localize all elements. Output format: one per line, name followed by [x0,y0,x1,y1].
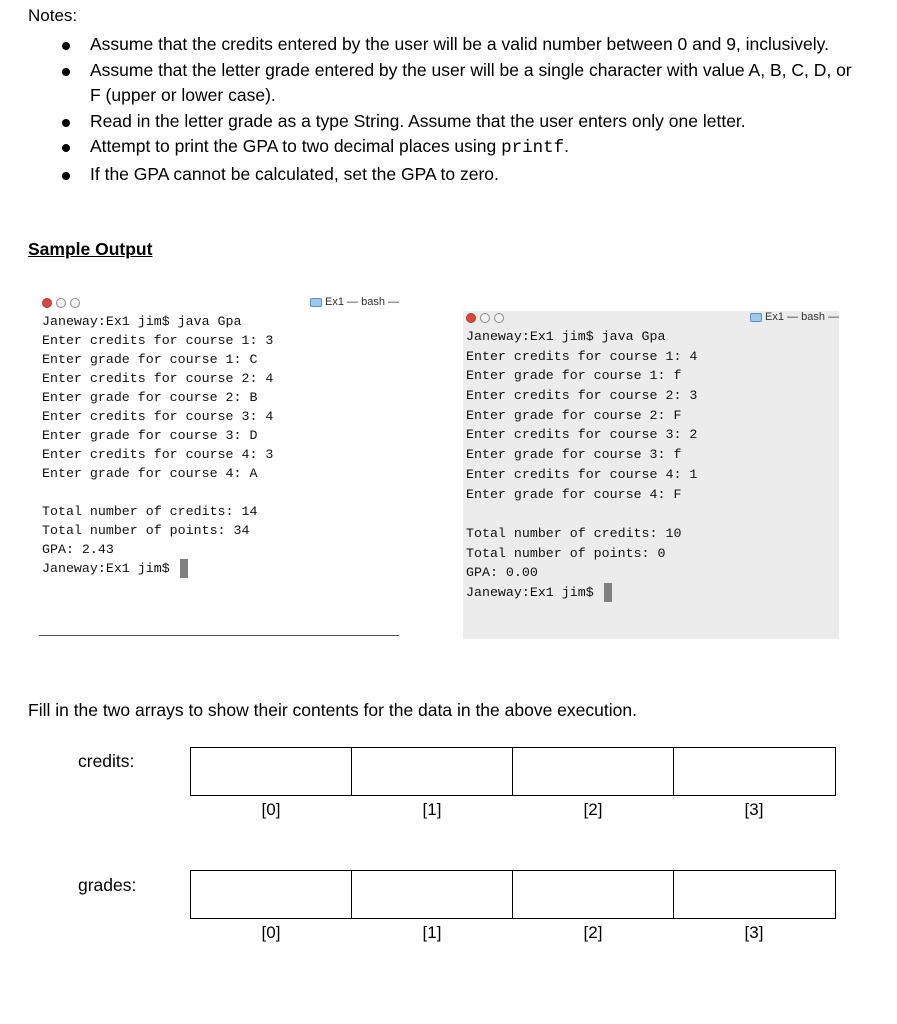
window-controls [42,298,80,308]
credits-index-0: [0] [261,800,281,819]
grades-index-1: [1] [422,923,442,942]
close-icon[interactable] [42,298,52,308]
notes-title: Notes: [28,6,78,25]
grades-label: grades: [78,875,137,895]
terminal-line: Enter grade for course 2: B [42,390,258,405]
terminal-output [463,327,839,603]
bullet-icon [62,144,70,152]
grades-index-2: [2] [583,923,603,942]
zoom-icon[interactable] [70,298,80,308]
text-cursor [180,559,188,578]
minimize-icon[interactable] [480,313,490,323]
terminal-window-1 [39,296,399,636]
folder-icon [310,298,322,307]
terminal-line: Total number of credits: 10 [466,525,682,541]
terminal-prompt-line[interactable]: Janeway:Ex1 jim$ [42,559,399,578]
terminal-line [42,483,399,502]
folder-icon [750,313,762,322]
note-item: Read in the letter grade as a type String. Assume that the user enters only one letter. [54,109,854,135]
credits-cell-0[interactable] [191,748,352,795]
terminal-title: Ex1 — bash — [310,296,399,308]
terminal-line: GPA: 0.00 [466,565,538,581]
text-cursor [604,583,612,602]
credits-cell-3[interactable] [674,748,835,795]
credits-cell-2[interactable] [513,748,674,795]
terminal-line: Enter grade for course 4: A [42,466,258,481]
terminal-line: Enter grade for course 4: F [466,486,682,502]
note-item: Assume that the credits entered by the user will be a valid number between 0 and 9, inclusively. [54,32,854,58]
note-item: If the GPA cannot be calculated, set the GPA to zero. [54,162,854,188]
terminal-line: Total number of points: 0 [466,545,666,561]
credits-index-3: [3] [744,800,764,819]
bullet-icon [62,172,70,180]
grades-array [190,870,836,919]
terminal-titlebar [39,296,399,312]
terminal-line: Enter credits for course 3: 2 [466,427,698,443]
terminal-line: Enter credits for course 3: 4 [42,409,274,424]
terminal-line: Enter grade for course 3: f [466,447,682,463]
terminal-line: Enter credits for course 4: 1 [466,466,698,482]
terminal-line [466,504,839,524]
window-controls [466,313,504,323]
sample-output-heading: Sample Output [28,239,153,259]
terminal-output [39,312,399,578]
credits-cell-1[interactable] [352,748,513,795]
bullet-icon [62,68,70,76]
terminal-line: Total number of credits: 14 [42,504,258,519]
terminal-title: Ex1 — bash — [750,311,839,323]
terminal-line: Enter grade for course 2: F [466,407,682,423]
zoom-icon[interactable] [494,313,504,323]
terminal-line: Enter credits for course 2: 3 [466,388,698,404]
notes-list [54,32,854,187]
grades-cell-0[interactable] [191,871,352,918]
terminal-line: GPA: 2.43 [42,542,114,557]
terminal-line: Enter grade for course 1: C [42,352,258,367]
terminal-window-2 [463,311,839,639]
grades-index-3: [3] [744,923,764,942]
grades-cell-2[interactable] [513,871,674,918]
terminal-line: Janeway:Ex1 jim$ java Gpa [466,329,666,344]
grades-index-0: [0] [261,923,281,942]
instruction-text: Fill in the two arrays to show their contents for the data in the above execution. [28,700,637,720]
credits-index-2: [2] [583,800,603,819]
terminal-line: Enter grade for course 3: D [42,428,258,443]
terminal-titlebar [463,311,839,327]
terminal-line: Total number of points: 34 [42,523,250,538]
grades-cell-3[interactable] [674,871,835,918]
credits-label: credits: [78,751,135,771]
note-item: Assume that the letter grade entered by the user will be a single character with value A, B, C, D, or F (upper or lower case). [54,58,854,109]
terminal-line: Enter credits for course 1: 3 [42,333,274,348]
terminal-line: Enter credits for course 2: 4 [42,371,274,386]
code-printf: printf [501,138,565,158]
terminal-line: Janeway:Ex1 jim$ java Gpa [42,314,242,329]
terminal-line: Enter credits for course 1: 4 [466,348,698,364]
bullet-icon [62,119,70,127]
close-icon[interactable] [466,313,476,323]
terminal-line: Enter grade for course 1: f [466,368,682,384]
terminal-prompt-line[interactable]: Janeway:Ex1 jim$ [466,583,839,603]
note-item: Attempt to print the GPA to two decimal places using printf. [54,134,854,162]
credits-index-1: [1] [422,800,442,819]
terminal-line: Enter credits for course 4: 3 [42,447,274,462]
minimize-icon[interactable] [56,298,66,308]
credits-array [190,747,836,796]
grades-cell-1[interactable] [352,871,513,918]
bullet-icon [62,42,70,50]
